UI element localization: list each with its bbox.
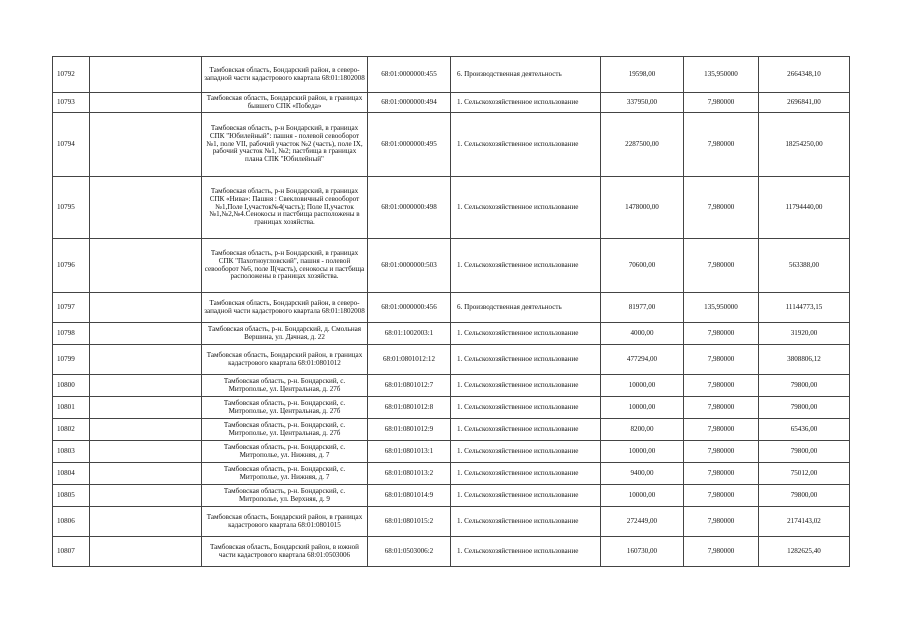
row-number: 10795 [53, 177, 90, 239]
cadastral-value-table [52, 56, 850, 567]
land-use-cell: 1. Сельскохозяйственное использование [451, 419, 601, 441]
area-cell: 10000,00 [601, 397, 684, 419]
land-use-cell: 1. Сельскохозяйственное использование [451, 177, 601, 239]
value-cell: 79800,00 [759, 397, 850, 419]
address-cell: Тамбовская область, р-н. Бондарский, с. Митрополье, ул. Нижняя, д. 7 [202, 463, 368, 485]
land-use-cell: 1. Сельскохозяйственное использование [451, 507, 601, 537]
table-row [53, 57, 850, 93]
value-cell: 2174143,02 [759, 507, 850, 537]
land-use-cell: 1. Сельскохозяйственное использование [451, 345, 601, 375]
row-number: 10798 [53, 323, 90, 345]
empty-cell [90, 419, 202, 441]
land-use-cell: 1. Сельскохозяйственное использование [451, 323, 601, 345]
address-cell: Тамбовская область, Бондарский район, в северо-западной части кадастрового квартала 68:01:1802008 [202, 293, 368, 323]
table-row [53, 239, 850, 293]
table-row [53, 375, 850, 397]
rate-cell: 7,980000 [684, 113, 759, 177]
cadastral-number-cell: 68:01:0801012:9 [368, 419, 451, 441]
empty-cell [90, 507, 202, 537]
row-number: 10805 [53, 485, 90, 507]
rate-cell: 7,980000 [684, 485, 759, 507]
cadastral-number-cell: 68:01:0801012:12 [368, 345, 451, 375]
cadastral-number-cell: 68:01:0000000:503 [368, 239, 451, 293]
land-use-cell: 1. Сельскохозяйственное использование [451, 239, 601, 293]
value-cell: 3808806,12 [759, 345, 850, 375]
row-number: 10797 [53, 293, 90, 323]
table-row [53, 463, 850, 485]
row-number: 10794 [53, 113, 90, 177]
empty-cell [90, 57, 202, 93]
row-number: 10804 [53, 463, 90, 485]
table-row [53, 93, 850, 113]
empty-cell [90, 293, 202, 323]
area-cell: 4000,00 [601, 323, 684, 345]
rate-cell: 7,980000 [684, 375, 759, 397]
empty-cell [90, 113, 202, 177]
rate-cell: 7,980000 [684, 323, 759, 345]
address-cell: Тамбовская область, Бондарский район, в границах кадастрового квартала 68:01:0801012 [202, 345, 368, 375]
cadastral-number-cell: 68:01:1002003:1 [368, 323, 451, 345]
land-use-cell: 1. Сельскохозяйственное использование [451, 463, 601, 485]
rate-cell: 7,980000 [684, 93, 759, 113]
area-cell: 1478000,00 [601, 177, 684, 239]
table-row [53, 177, 850, 239]
cadastral-number-cell: 68:01:0000000:456 [368, 293, 451, 323]
value-cell: 2664348,10 [759, 57, 850, 93]
address-cell: Тамбовская область, р-н Бондарский, в границах СПК «Нива»: Пашня : Свекловичный севооборот №1,Поле I,участок№4(часть); Поле II,участок №1,№2,№4.Сенокосы и пастбища расположены в границах хозяйства. [202, 177, 368, 239]
area-cell: 19598,00 [601, 57, 684, 93]
value-cell: 79800,00 [759, 441, 850, 463]
address-cell: Тамбовская область, Бондарский район, в границах бывшего СПК «Победа» [202, 93, 368, 113]
cadastral-number-cell: 68:01:0000000:495 [368, 113, 451, 177]
value-cell: 11794440,00 [759, 177, 850, 239]
area-cell: 9400,00 [601, 463, 684, 485]
land-use-cell: 1. Сельскохозяйственное использование [451, 113, 601, 177]
cadastral-number-cell: 68:01:0503006:2 [368, 537, 451, 567]
table-row [53, 397, 850, 419]
table-row [53, 485, 850, 507]
rate-cell: 7,980000 [684, 507, 759, 537]
table-row [53, 323, 850, 345]
rate-cell: 7,980000 [684, 441, 759, 463]
table-row [53, 293, 850, 323]
empty-cell [90, 463, 202, 485]
value-cell: 65436,00 [759, 419, 850, 441]
cadastral-number-cell: 68:01:0000000:494 [368, 93, 451, 113]
rate-cell: 7,980000 [684, 537, 759, 567]
rate-cell: 135,950000 [684, 57, 759, 93]
row-number: 10799 [53, 345, 90, 375]
cadastral-number-cell: 68:01:0801012:8 [368, 397, 451, 419]
land-use-cell: 1. Сельскохозяйственное использование [451, 375, 601, 397]
address-cell: Тамбовская область, р-н Бондарский, в границах СПК "Юбилейный": пашня - полевой севооборот №1, поле VII, рабочий участок №2 (часть), поле IX, рабочий участок №1, №2; пастбища в границах плана СПК "Юбилейный" [202, 113, 368, 177]
row-number: 10800 [53, 375, 90, 397]
value-cell: 1282625,40 [759, 537, 850, 567]
row-number: 10806 [53, 507, 90, 537]
table-row [53, 345, 850, 375]
land-use-cell: 6. Производственная деятельность [451, 293, 601, 323]
area-cell: 272449,00 [601, 507, 684, 537]
address-cell: Тамбовская область, Бондарский район, в границах кадастрового квартала 68:01:0801015 [202, 507, 368, 537]
land-use-cell: 1. Сельскохозяйственное использование [451, 397, 601, 419]
cadastral-number-cell: 68:01:0000000:455 [368, 57, 451, 93]
address-cell: Тамбовская область, Бондарский район, в южной части кадастрового квартала 68:01:0503006 [202, 537, 368, 567]
area-cell: 81977,00 [601, 293, 684, 323]
land-use-cell: 1. Сельскохозяйственное использование [451, 537, 601, 567]
area-cell: 8200,00 [601, 419, 684, 441]
cadastral-number-cell: 68:01:0801014:9 [368, 485, 451, 507]
empty-cell [90, 93, 202, 113]
rate-cell: 7,980000 [684, 397, 759, 419]
table-body [53, 57, 850, 567]
empty-cell [90, 485, 202, 507]
value-cell: 18254250,00 [759, 113, 850, 177]
empty-cell [90, 323, 202, 345]
rate-cell: 7,980000 [684, 419, 759, 441]
row-number: 10801 [53, 397, 90, 419]
land-use-cell: 6. Производственная деятельность [451, 57, 601, 93]
address-cell: Тамбовская область, р-н. Бондарский, с. Митрополье, ул. Нижняя, д. 7 [202, 441, 368, 463]
row-number: 10807 [53, 537, 90, 567]
table-row [53, 113, 850, 177]
value-cell: 79800,00 [759, 375, 850, 397]
land-use-cell: 1. Сельскохозяйственное использование [451, 441, 601, 463]
area-cell: 337950,00 [601, 93, 684, 113]
address-cell: Тамбовская область, Бондарский район, в северо-западной части кадастрового квартала 68:01:1802008 [202, 57, 368, 93]
table-row [53, 419, 850, 441]
row-number: 10802 [53, 419, 90, 441]
row-number: 10803 [53, 441, 90, 463]
area-cell: 160730,00 [601, 537, 684, 567]
table-row [53, 441, 850, 463]
area-cell: 477294,00 [601, 345, 684, 375]
empty-cell [90, 239, 202, 293]
cadastral-number-cell: 68:01:0801012:7 [368, 375, 451, 397]
row-number: 10793 [53, 93, 90, 113]
value-cell: 2696841,00 [759, 93, 850, 113]
rate-cell: 7,980000 [684, 345, 759, 375]
area-cell: 2287500,00 [601, 113, 684, 177]
value-cell: 11144773,15 [759, 293, 850, 323]
address-cell: Тамбовская область, р-н. Бондарский, с. Митрополье, ул. Центральная, д. 27б [202, 397, 368, 419]
land-use-cell: 1. Сельскохозяйственное использование [451, 93, 601, 113]
empty-cell [90, 397, 202, 419]
value-cell: 31920,00 [759, 323, 850, 345]
rate-cell: 7,980000 [684, 463, 759, 485]
value-cell: 563388,00 [759, 239, 850, 293]
area-cell: 70600,00 [601, 239, 684, 293]
cadastral-number-cell: 68:01:0801013:1 [368, 441, 451, 463]
address-cell: Тамбовская область, р-н. Бондарский, д. Смольная Вершина, ул. Дачная, д. 22 [202, 323, 368, 345]
value-cell: 79800,00 [759, 485, 850, 507]
empty-cell [90, 537, 202, 567]
area-cell: 10000,00 [601, 441, 684, 463]
address-cell: Тамбовская область, р-н. Бондарский, с. Митрополье, ул. Верхняя, д. 9 [202, 485, 368, 507]
cadastral-number-cell: 68:01:0000000:498 [368, 177, 451, 239]
rate-cell: 7,980000 [684, 239, 759, 293]
empty-cell [90, 177, 202, 239]
value-cell: 75012,00 [759, 463, 850, 485]
rate-cell: 135,950000 [684, 293, 759, 323]
land-use-cell: 1. Сельскохозяйственное использование [451, 485, 601, 507]
area-cell: 10000,00 [601, 485, 684, 507]
cadastral-number-cell: 68:01:0801013:2 [368, 463, 451, 485]
rate-cell: 7,980000 [684, 177, 759, 239]
area-cell: 10000,00 [601, 375, 684, 397]
table-row [53, 507, 850, 537]
row-number: 10792 [53, 57, 90, 93]
table-row [53, 537, 850, 567]
empty-cell [90, 375, 202, 397]
address-cell: Тамбовская область, р-н. Бондарский, с. Митрополье, ул. Центральная, д. 27б [202, 375, 368, 397]
cadastral-number-cell: 68:01:0801015:2 [368, 507, 451, 537]
empty-cell [90, 441, 202, 463]
address-cell: Тамбовская область, р-н. Бондарский, с. Митрополье, ул. Центральная, д. 27б [202, 419, 368, 441]
address-cell: Тамбовская область, р-н Бондарский, в границах СПК "Пахотноугловский", пашня - полевой севооборот №6, поле II(часть), сенокосы и пастбища расположены в границах хозяйства. [202, 239, 368, 293]
empty-cell [90, 345, 202, 375]
row-number: 10796 [53, 239, 90, 293]
